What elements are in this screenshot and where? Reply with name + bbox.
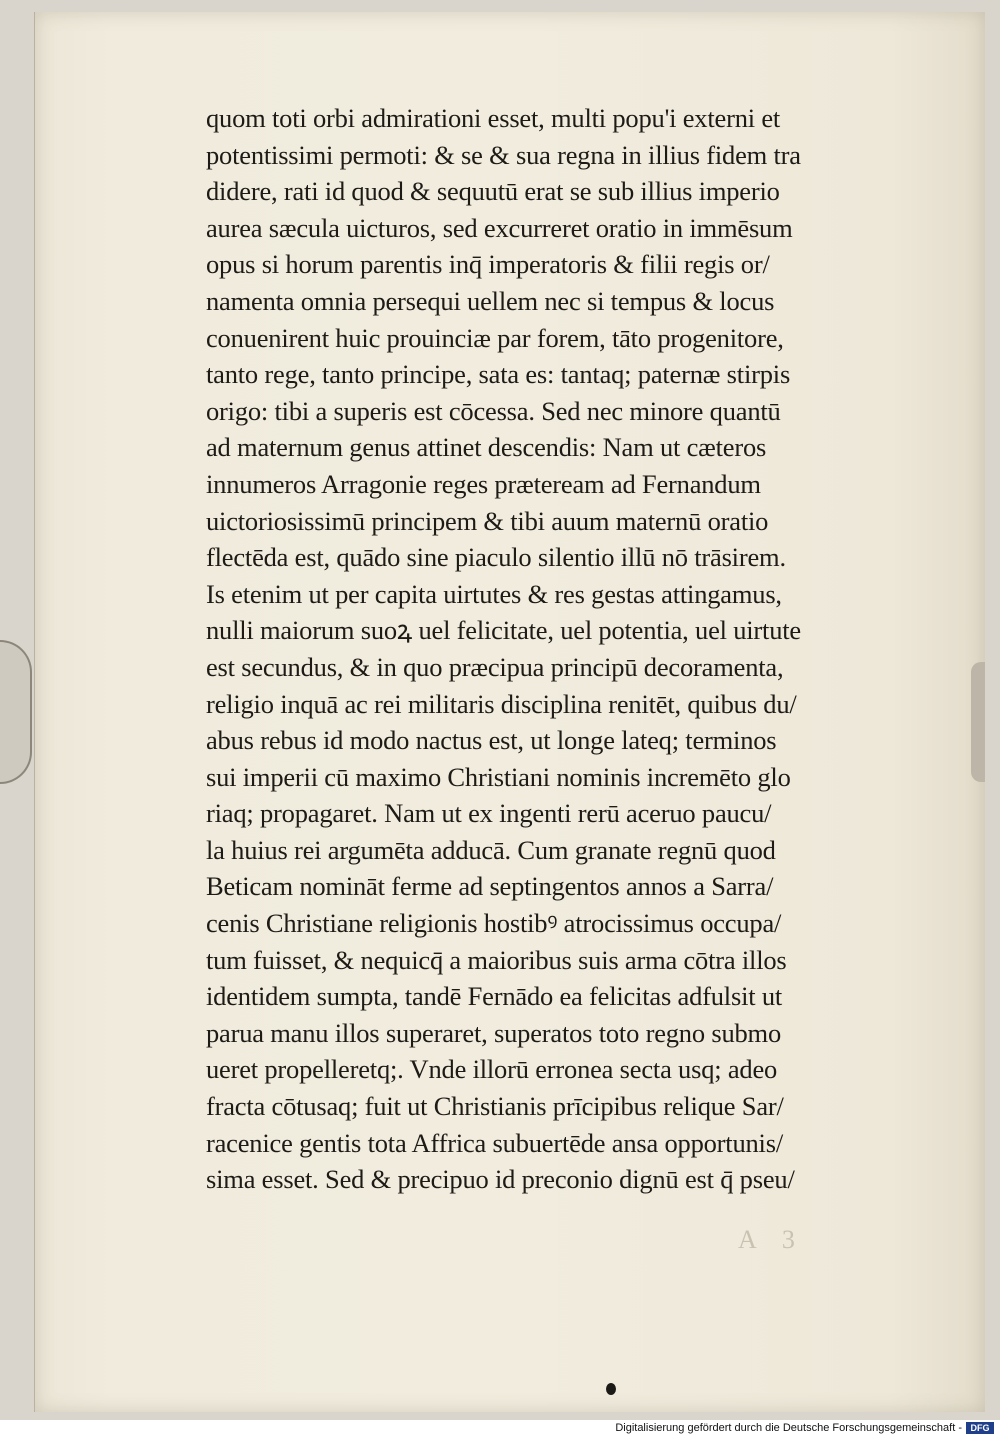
text-line: tum fuisset, & nequicq̄ a maioribus suis arma cōtra illos (206, 944, 787, 975)
text-line: didere, rati id quod & sequutū erat se sub illius imperio (206, 176, 780, 207)
text-line: ueret propelleretq;. Vnde illorū erronea secta usq; adeo (206, 1054, 778, 1085)
text-line: la huius rei argumēta adducā. Cum granate regnū quod (206, 834, 776, 865)
text-line: nulli maiorum suoꝝ uel felicitate, uel potentia, uel uirtute (206, 615, 801, 646)
text-line: sui imperii cū maximo Christiani nominis incremēto glo (206, 761, 791, 792)
text-line: cenis Christiane religionis hostibꝰ atrocissimus occupa/ (206, 908, 782, 939)
text-line: namenta omnia persequi uellem nec si tempus & locus (206, 285, 775, 316)
text-line: sima esset. Sed & precipuo id preconio dignū est q̄ pseu/ (206, 1164, 795, 1195)
text-line: conuenirent huic prouinciæ par forem, tāto progenitore, (206, 322, 784, 353)
signature-mark: A 3 (738, 1225, 805, 1254)
text-line: parua manu illos superaret, superatos toto regno submo (206, 1017, 782, 1048)
book-clip (0, 640, 32, 784)
text-line: riaq; propagaret. Nam ut ex ingenti rerū aceruo paucu/ (206, 798, 772, 829)
text-line: origo: tibi a superis est cōcessa. Sed nec minore quantū (206, 395, 781, 426)
text-line: religio inquā ac rei militaris disciplina renitēt, quibus du/ (206, 688, 797, 719)
text-line: est secundus, & in quo præcipua principū decoramenta, (206, 651, 784, 682)
text-line: Is etenim ut per capita uirtutes & res gestas attingamus, (206, 578, 782, 609)
text-line: potentissimi permoti: & se & sua regna in illius fidem tra (206, 139, 801, 170)
text-line: identidem sumpta, tandē Fernādo ea felicitas adfulsit ut (206, 981, 783, 1012)
ink-dot (606, 1383, 616, 1395)
text-line: uictoriosissimū principem & tibi auum maternū oratio (206, 505, 769, 536)
text-line: racenice gentis tota Affrica subuertēde ansa opportunis/ (206, 1127, 783, 1158)
text-line: opus si horum parentis inq̄ imperatoris & filii regis or/ (206, 249, 770, 280)
funding-credit: Digitalisierung gefördert durch die Deutsche Forschungsgemeinschaft - (615, 1422, 962, 1434)
text-line: tanto rege, tanto principe, sata es: tantaq; paternæ stirpis (206, 359, 791, 390)
text-line: Beticam nomināt ferme ad septingentos annos a Sarra/ (206, 871, 774, 902)
text-line: quom toti orbi admirationi esset, multi popu'i externi et (206, 103, 781, 133)
footer-bar (0, 1420, 1000, 1437)
page-edge (971, 662, 985, 782)
text-line: innumeros Arragonie reges præteream ad Fernandum (206, 468, 761, 499)
page-text (206, 100, 896, 1198)
dfg-logo: DFG (966, 1422, 994, 1434)
text-line: fracta cōtusaq; fuit ut Christianis prīcipibus relique Sar/ (206, 1091, 784, 1122)
text-line: aurea sæcula uicturos, sed excurreret oratio in immēsum (206, 212, 793, 243)
text-line: flectēda est, quādo sine piaculo silentio illū nō trāsirem. (206, 542, 786, 573)
text-line: ad maternum genus attinet descendis: Nam ut cæteros (206, 432, 767, 463)
text-line: abus rebus id modo nactus est, ut longe lateq; terminos (206, 725, 777, 756)
